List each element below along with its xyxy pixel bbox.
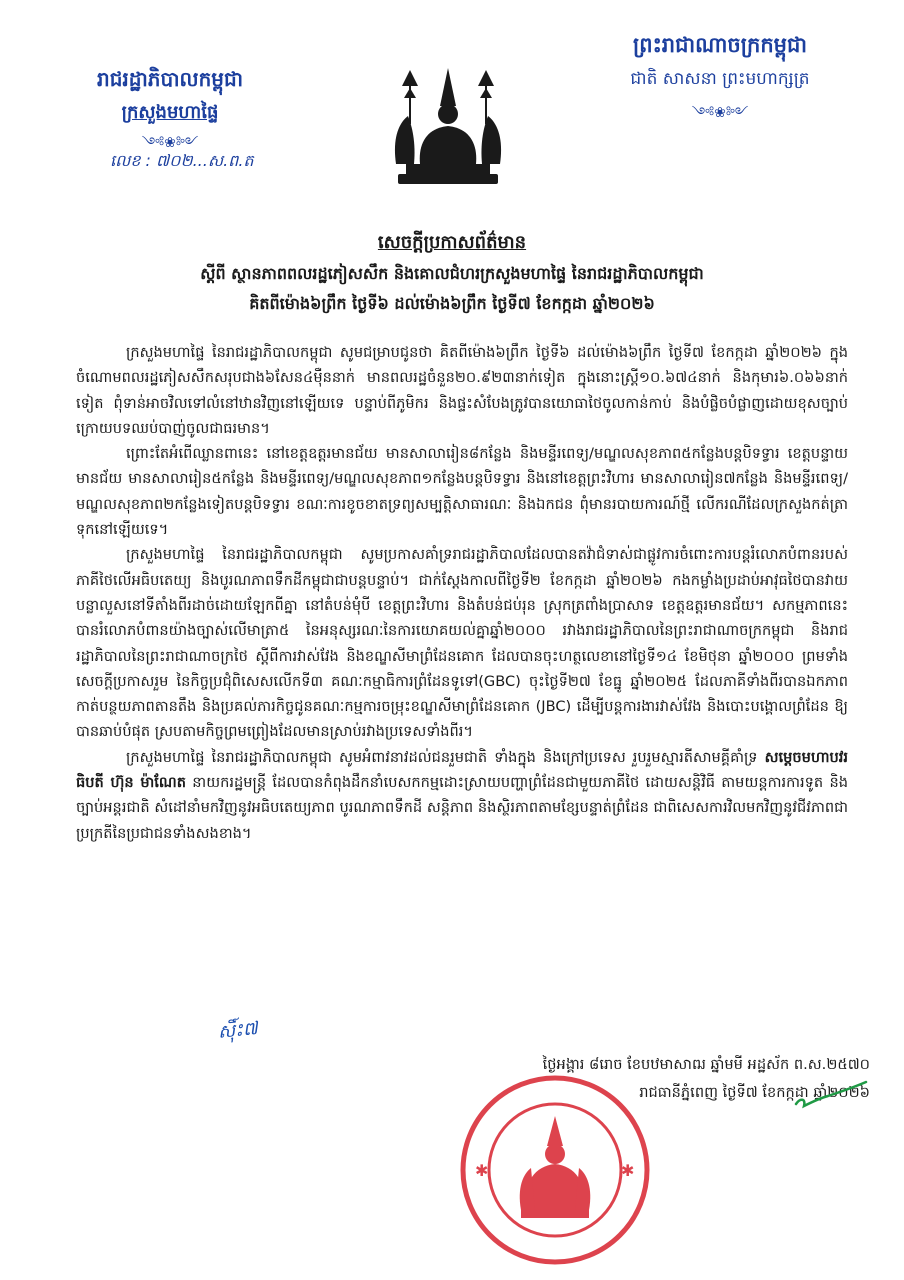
document-title: សេចក្តីប្រកាសព័ត៌មាន: [377, 232, 527, 253]
paragraph-3: ក្រសួងមហាផ្ទៃ នៃរាជរដ្ឋាភិបាលកម្ពុជា សូមប្រកាសគាំទ្ររាជរដ្ឋាភិបាលដែលបានតវ៉ាជំទាស់ជាផ្លូវការចំពោះការបន្តរំលោភបំពានរបស់ភាគីថៃលើអធិបតេយ្យ និងបូរណភាពទឹកដីកម្ពុជាជាបន្តបន្ទាប់។ ជាក់ស្តែងកាលពីថ្ងៃទី២ ខែកក្កដា ឆ្នាំ២០២៦ កងកម្លាំងប្រដាប់អាវុធថៃបានវាយបន្លាលួសនៅទីតាំងពីរដាច់ដោយឡែកពីគ្នា នៅតំបន់មុំបី ខេត្តព្រះវិហារ និងតំបន់ជប់រុន ស្រុកត្រពាំងប្រាសាទ ខេត្តឧត្តរមានជ័យ។ សកម្មភាពនេះបានរំលោភបំពានយ៉ាងច្បាស់លើមាត្រា៥ នៃអនុស្សរណៈនៃការយោគយល់គ្នាឆ្នាំ២០០០ រវាងរាជរដ្ឋាភិបាលនៃព្រះរាជាណាចក្រកម្ពុជា និងរាជរដ្ឋាភិបាលនៃព្រះរាជាណាចក្រថៃ ស្តីពីការវាស់វែង និងខណ្ឌសីមាព្រំដែនគោក ដែលបានចុះហត្ថលេខានៅថ្ងៃទី១៤ ខែមិថុនា ឆ្នាំ២០០០ ព្រមទាំងសេចក្តីប្រកាសរួម នៃកិច្ចប្រជុំពិសេសលើកទី៣ គណៈកម្មាធិការព្រំដែនទូទៅ(GBC) ចុះថ្ងៃទី២៧ ខែធ្នូ ឆ្នាំ២០២៥ ដែលភាគីទាំងពីរបានឯកភាពកាត់បន្ថយភាពតានតឹង និងប្រគល់ភារកិច្ចជូនគណៈកម្មការចម្រុះខណ្ឌសីមាព្រំដែនគោក (JBC) ដើម្បីបន្តការងារវាស់វែង និងបោះបង្គោលព្រំដែន ឱ្យបានឆាប់បំផុត ស្របតាមកិច្ចព្រមព្រៀងដែលមានស្រាប់រវាងប្រទេសទាំងពីរ។: [76, 546, 848, 741]
document-period: គិតពីម៉ោង៦ព្រឹក ថ្ងៃទី៦ ដល់ម៉ោង៦ព្រឹក ថ្ងៃទី៧ ខែកក្កដា ឆ្នាំ២០២៦: [249, 294, 655, 313]
handwritten-initial: ស៊ិ៍ះ៧: [216, 1017, 259, 1044]
lunar-date: ថ្ងៃអង្គារ ៨រោច ខែបឋមាសាឍ ឆ្នាំមមី អដ្ឋស័ក ព.ស.២៥៧០: [542, 1056, 870, 1073]
paragraph-4: [76, 745, 848, 846]
signature-icon: [790, 1078, 870, 1118]
reference-number: លេខ : ៧០២...ស.ព.ត: [110, 151, 254, 170]
document-body: [76, 340, 848, 846]
prime-minister-name: សម្តេចមហាបវរធិបតី ហ៊ុន ម៉ាណែត: [76, 748, 848, 792]
ministry-name: ក្រសួងមហាផ្ទៃ: [121, 102, 219, 123]
paragraph-1: ក្រសួងមហាផ្ទៃ នៃរាជរដ្ឋាភិបាលកម្ពុជា សូមជម្រាបជូនថា គិតពីម៉ោង៦ព្រឹក ថ្ងៃទី៦ ដល់ម៉ោង៦ព្រឹក ថ្ងៃទី៧ ខែកក្កដា ឆ្នាំ២០២៦ ក្នុងចំណោមពលរដ្ឋភៀសសឹកសរុបជាង៦សែន៤ម៉ឺននាក់ មានពលរដ្ឋចំនួន២០.៩២៣នាក់ទៀត ក្នុងនោះស្ត្រី១០.៦៧៤នាក់ និងកុមារ៦.០៦៦នាក់ទៀត ពុំទាន់អាចវិលទៅលំនៅឋានវិញនៅឡើយទេ បន្ទាប់ពីភូមិករ និងផ្ទះសំបែងត្រូវបានយោធាថៃចូលកាន់កាប់ និងបំផ្លិចបំផ្លាញដោយខុសច្បាប់ ក្រោយបទឈប់បាញ់ចូលជាធរមាន។: [76, 344, 848, 437]
solar-date: រាជធានីភ្នំពេញ ថ្ងៃទី៧ ខែកក្កដា ឆ្នាំ២០២៦: [639, 1084, 870, 1101]
official-seal-icon: [455, 1070, 655, 1270]
kingdom-name: ព្រះរាជាណាចក្រកម្ពុជា: [632, 33, 807, 57]
government-name: រាជរដ្ឋាភិបាលកម្ពុជា: [97, 67, 243, 91]
svg-text:✱: ✱: [475, 1161, 489, 1180]
ornament-left: ༺❀༻: [141, 135, 199, 151]
paragraph-4-rest: នាយករដ្ឋមន្ត្រី ដែលបានកំពុងដឹកនាំបេសកកម្មដោះស្រាយបញ្ហាព្រំដែនជាមួយភាគីថៃ ដោយសន្តិវិធី តាមយន្តការការទូត និងច្បាប់អន្តរជាតិ សំដៅនាំមកវិញនូវអធិបតេយ្យភាព បូរណភាពទឹកដី សន្តិភាព និងស្ថិរភាពតាមខ្សែបន្ទាត់ព្រំដែន ជាពិសេសការវិលមកវិញនូវជីវភាពជាប្រក្រតីនៃប្រជាជនទាំងសងខាង។: [76, 774, 849, 842]
document-subject: ស្តីពី ស្ថានភាពពលរដ្ឋភៀសសឹក និងគោលជំហរក្រសួងមហាផ្ទៃ នៃរាជរដ្ឋាភិបាលកម្ពុជា: [200, 264, 704, 283]
title-block: [40, 230, 864, 323]
national-motto: ជាតិ សាសនា ព្រះមហាក្សត្រ: [630, 69, 810, 89]
paragraph-2: ព្រោះតែអំពើឈ្លានពានេះ នៅខេត្តឧត្តរមានជ័យ មានសាលារៀន៨កន្លែង និងមន្ទីរពេទ្យ/មណ្ឌលសុខភាព៥កន្លែងបន្តបិទទ្វារ ខេត្តបន្ទាយមានជ័យ មានសាលារៀន៥កន្លែង និងមន្ទីរពេទ្យ/មណ្ឌលសុខភាព១កន្លែងបន្តបិទទ្វារ និងនៅខេត្តព្រះវិហារ មានសាលារៀន៧កន្លែង និងមន្ទីរពេទ្យ/មណ្ឌលសុខភាព២កន្លែងទៀតបន្តបិទទ្វារ ខណៈការខូចខាតទ្រព្យសម្បត្តិសាធារណៈ និងឯកជន ពុំមានរបាយការណ៍ថ្មី លើករណីដែលក្រសួងកត់ត្រាទុកនៅឡើយទេ។: [76, 445, 848, 539]
ornament-right: ༺❀༻: [691, 105, 749, 121]
svg-text:✱: ✱: [621, 1161, 635, 1180]
paragraph-4-lead: ក្រសួងមហាផ្ទៃ នៃរាជរដ្ឋាភិបាលកម្ពុជា សូមអំពាវនាវដល់ជនរួមជាតិ ទាំងក្នុង និងក្រៅប្រទេស រួបរួមស្មារតីសាមគ្គីគាំទ្រ: [126, 748, 765, 766]
royal-emblem-icon: [378, 56, 518, 196]
